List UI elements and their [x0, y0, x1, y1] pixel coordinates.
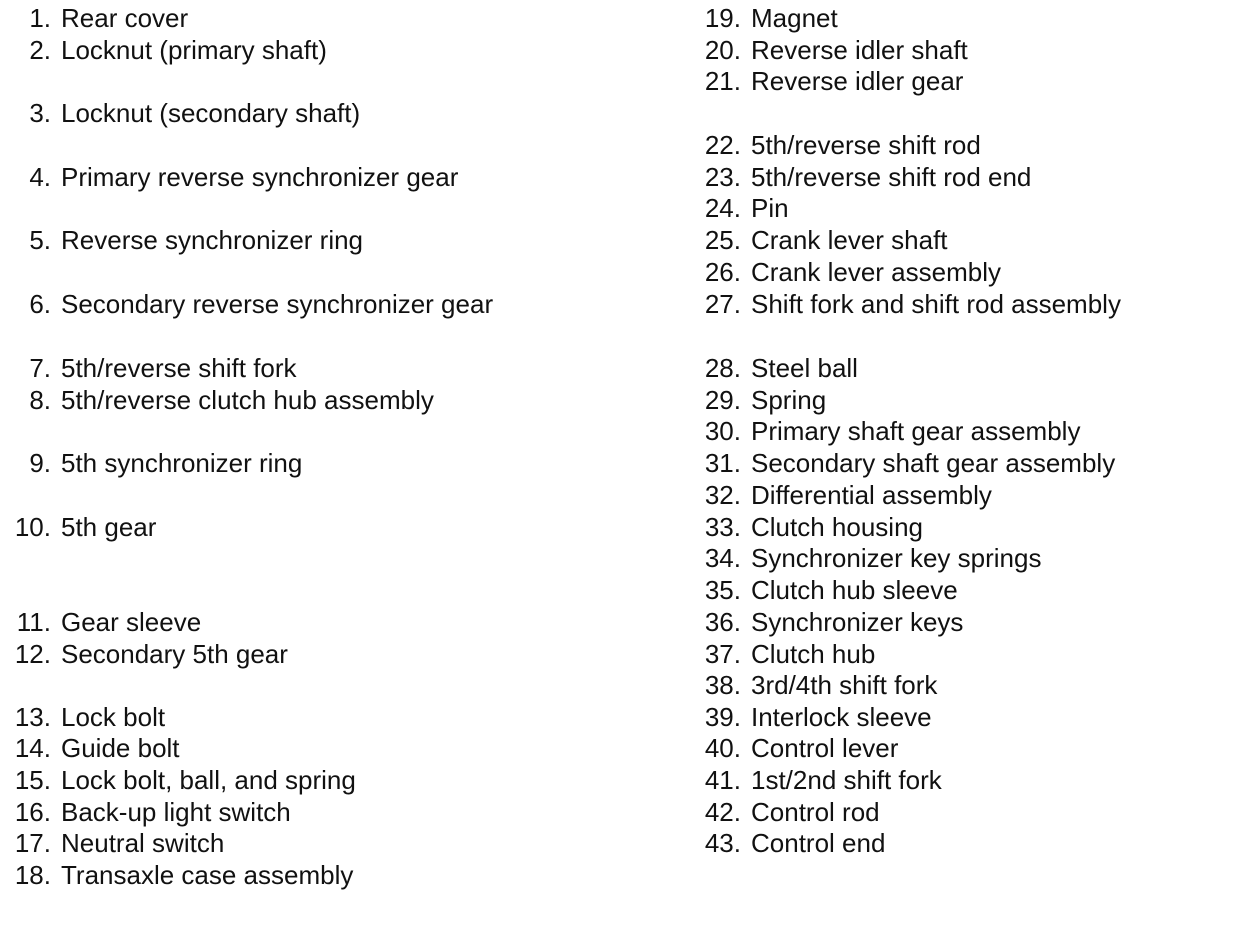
- item-number: 41.: [704, 765, 741, 795]
- list-item: [0, 796, 291, 828]
- item-number: 12.: [14, 639, 51, 669]
- item-label: Locknut (primary shaft): [61, 35, 327, 65]
- item-label: Lock bolt: [61, 702, 166, 732]
- item-number: 27.: [704, 289, 741, 319]
- item-number: 42.: [704, 797, 741, 827]
- item-number: 40.: [704, 733, 741, 763]
- item-label: Shift fork and shift rod assembly: [751, 289, 1121, 319]
- list-item: [690, 732, 898, 764]
- item-label: Clutch hub sleeve: [751, 575, 958, 605]
- list-item: [0, 384, 434, 416]
- list-item: [690, 2, 838, 34]
- item-label: Gear sleeve: [61, 607, 202, 637]
- item-number: 35.: [704, 575, 741, 605]
- list-item: [690, 479, 992, 511]
- list-item: [0, 638, 288, 670]
- list-item: [690, 161, 1031, 193]
- item-label: Synchronizer key springs: [751, 543, 1042, 573]
- list-item: [690, 669, 937, 701]
- item-number: 29.: [704, 385, 741, 415]
- item-label: 5th synchronizer ring: [61, 448, 303, 478]
- item-number: 9.: [29, 448, 51, 478]
- item-number: 20.: [704, 35, 741, 65]
- item-number: 37.: [704, 639, 741, 669]
- item-label: Secondary 5th gear: [61, 639, 288, 669]
- item-number: 17.: [14, 828, 51, 858]
- item-label: Rear cover: [61, 3, 189, 33]
- item-label: Primary reverse synchronizer gear: [61, 162, 459, 192]
- item-label: Spring: [751, 385, 827, 415]
- item-number: 7.: [29, 353, 51, 383]
- list-item: [690, 447, 1115, 479]
- item-label: Clutch hub: [751, 639, 876, 669]
- list-item: [690, 415, 1080, 447]
- list-item: [0, 352, 297, 384]
- item-label: Control rod: [751, 797, 880, 827]
- item-label: Reverse synchronizer ring: [61, 225, 364, 255]
- list-item: [690, 384, 826, 416]
- item-number: 39.: [704, 702, 741, 732]
- list-item: [690, 606, 963, 638]
- item-number: 25.: [704, 225, 741, 255]
- item-label: Primary shaft gear assembly: [751, 416, 1081, 446]
- item-number: 33.: [704, 512, 741, 542]
- item-number: 3.: [29, 98, 51, 128]
- list-item: [690, 129, 981, 161]
- item-label: 5th/reverse shift fork: [61, 353, 297, 383]
- item-number: 28.: [704, 353, 741, 383]
- item-number: 34.: [704, 543, 741, 573]
- list-item: [0, 511, 156, 543]
- item-number: 16.: [14, 797, 51, 827]
- item-number: 1.: [29, 3, 51, 33]
- list-item: [690, 511, 923, 543]
- item-number: 19.: [704, 3, 741, 33]
- item-label: 5th/reverse clutch hub assembly: [61, 385, 434, 415]
- list-item: [0, 224, 363, 256]
- item-number: 23.: [704, 162, 741, 192]
- item-label: Pin: [751, 193, 789, 223]
- list-item: [690, 65, 963, 97]
- item-number: 43.: [704, 828, 741, 858]
- list-item: [0, 827, 224, 859]
- item-label: Synchronizer keys: [751, 607, 964, 637]
- list-item: [0, 447, 302, 479]
- item-label: Reverse idler gear: [751, 66, 964, 96]
- item-number: 2.: [29, 35, 51, 65]
- item-number: 8.: [29, 385, 51, 415]
- item-label: Locknut (secondary shaft): [61, 98, 361, 128]
- item-label: 1st/2nd shift fork: [751, 765, 942, 795]
- item-number: 13.: [14, 702, 51, 732]
- item-label: Control end: [751, 828, 886, 858]
- item-number: 24.: [704, 193, 741, 223]
- list-item: [690, 701, 932, 733]
- list-item: [690, 827, 885, 859]
- list-item: [0, 2, 188, 34]
- list-item: [0, 97, 360, 129]
- list-item: [690, 224, 948, 256]
- item-number: 11.: [16, 607, 51, 637]
- item-label: Magnet: [751, 3, 838, 33]
- item-label: Back-up light switch: [61, 797, 291, 827]
- list-item: [690, 192, 789, 224]
- list-item: [0, 288, 493, 320]
- item-number: 30.: [704, 416, 741, 446]
- item-label: 5th/reverse shift rod: [751, 130, 981, 160]
- list-item: [0, 764, 356, 796]
- list-item: [690, 638, 875, 670]
- item-label: 5th/reverse shift rod end: [751, 162, 1032, 192]
- item-label: Secondary shaft gear assembly: [751, 448, 1116, 478]
- item-label: Control lever: [751, 733, 899, 763]
- item-number: 32.: [704, 480, 741, 510]
- list-item: [690, 352, 858, 384]
- item-number: 26.: [704, 257, 741, 287]
- list-item: [0, 161, 458, 193]
- item-label: Secondary reverse synchronizer gear: [61, 289, 494, 319]
- item-label: Guide bolt: [61, 733, 180, 763]
- list-item: [690, 764, 942, 796]
- list-item: [690, 256, 1001, 288]
- item-label: Differential assembly: [751, 480, 992, 510]
- item-label: Crank lever shaft: [751, 225, 948, 255]
- list-item: [0, 732, 180, 764]
- item-label: Steel ball: [751, 353, 858, 383]
- item-number: 31.: [704, 448, 741, 478]
- item-number: 14.: [14, 733, 51, 763]
- item-number: 36.: [704, 607, 741, 637]
- list-item: [690, 796, 880, 828]
- list-item: [0, 859, 353, 891]
- item-number: 15.: [14, 765, 51, 795]
- item-number: 38.: [704, 670, 741, 700]
- item-number: 10.: [14, 512, 51, 542]
- item-number: 22.: [704, 130, 741, 160]
- item-number: 5.: [29, 225, 51, 255]
- item-number: 21.: [704, 66, 741, 96]
- item-label: Reverse idler shaft: [751, 35, 968, 65]
- item-number: 4.: [29, 162, 51, 192]
- list-item: [0, 606, 201, 638]
- item-label: 3rd/4th shift fork: [751, 670, 938, 700]
- list-item: [690, 288, 1121, 320]
- item-label: Lock bolt, ball, and spring: [61, 765, 356, 795]
- item-number: 18.: [14, 860, 51, 890]
- item-label: Interlock sleeve: [751, 702, 932, 732]
- item-number: 6.: [29, 289, 51, 319]
- item-label: Crank lever assembly: [751, 257, 1001, 287]
- list-item: [690, 34, 968, 66]
- item-label: Clutch housing: [751, 512, 923, 542]
- list-item: [690, 542, 1041, 574]
- list-item: [0, 34, 327, 66]
- list-item: [0, 701, 165, 733]
- item-label: Neutral switch: [61, 828, 225, 858]
- item-label: 5th gear: [61, 512, 157, 542]
- item-label: Transaxle case assembly: [61, 860, 354, 890]
- list-item: [690, 574, 958, 606]
